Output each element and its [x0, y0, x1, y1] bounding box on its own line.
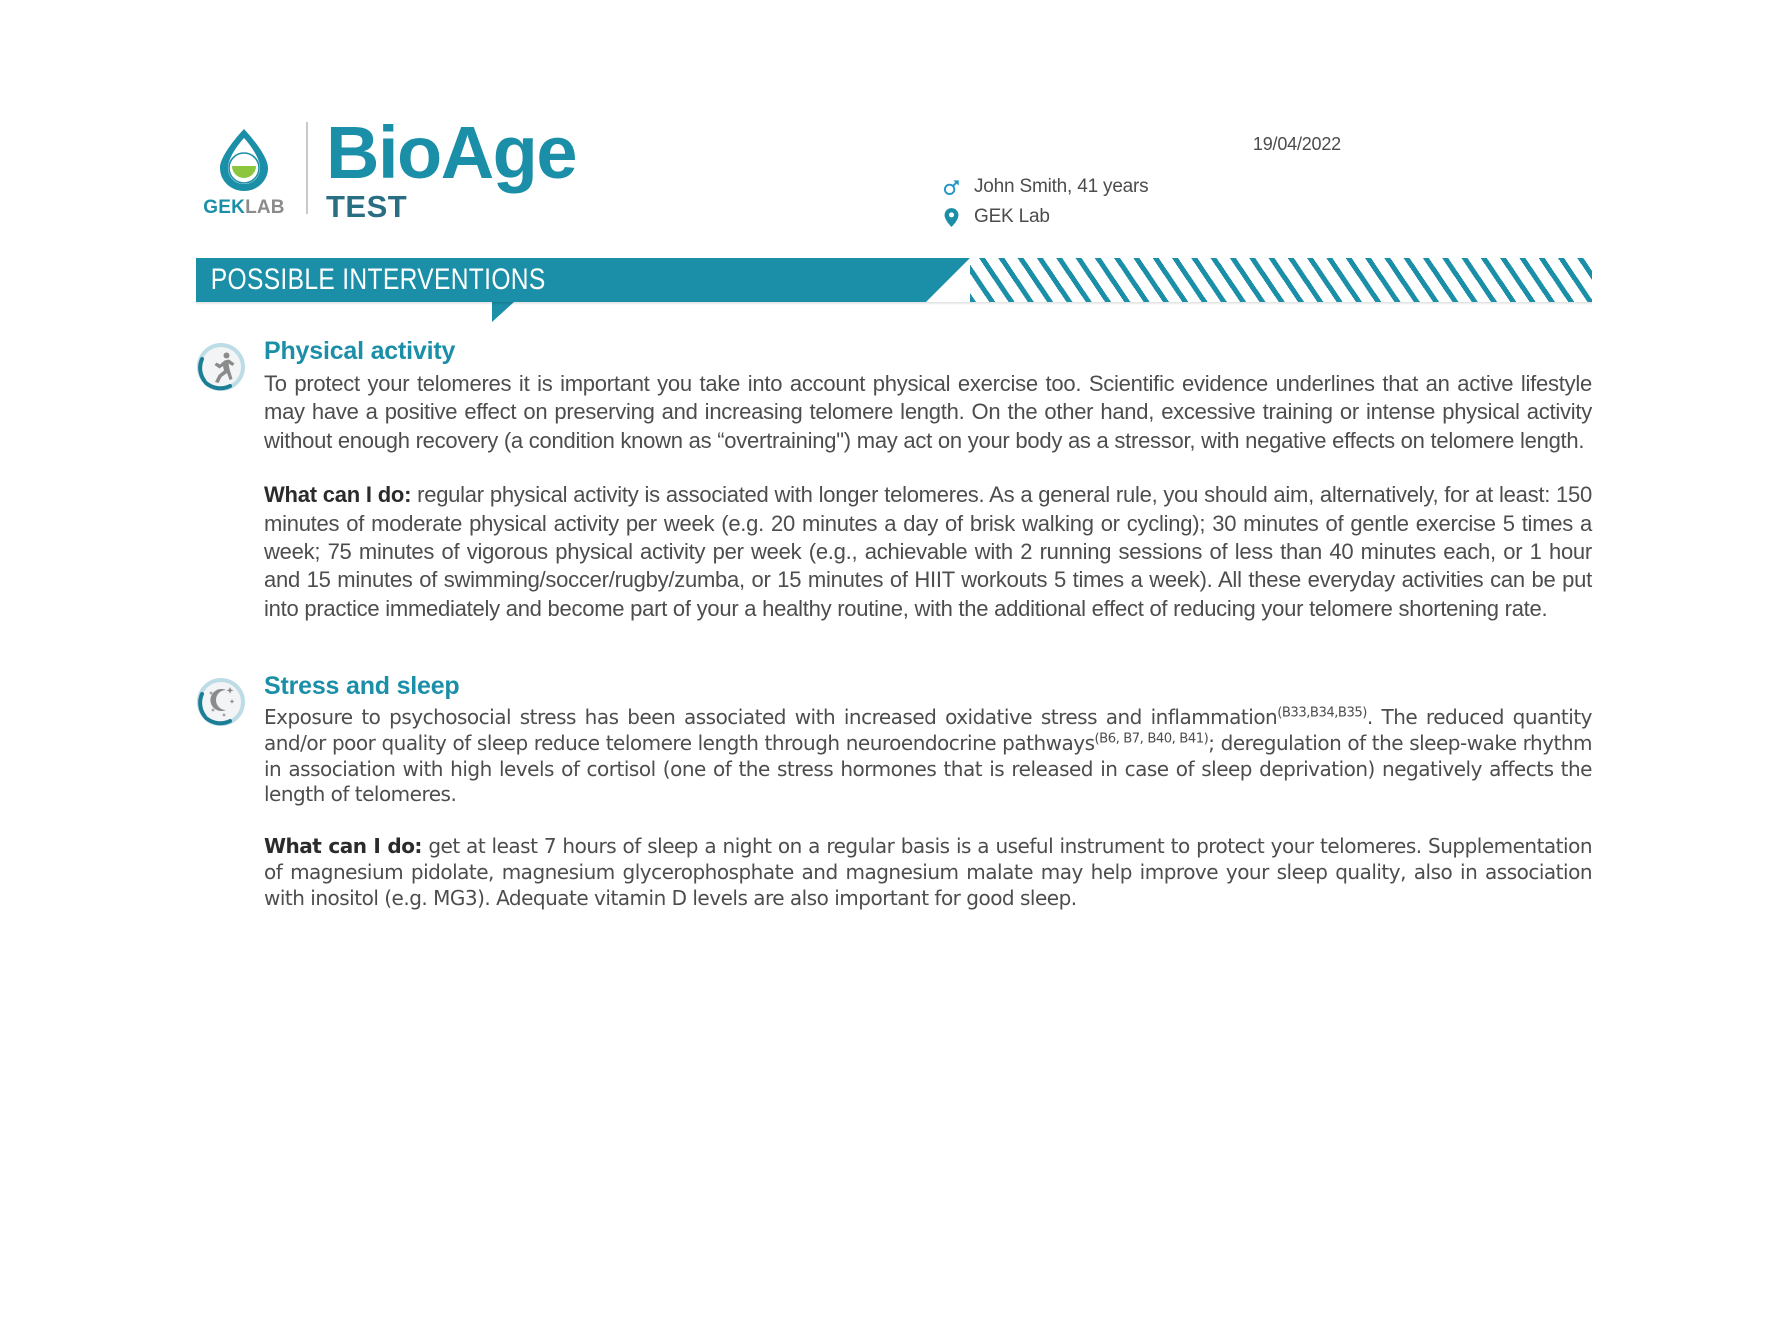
- logo-divider: [306, 122, 308, 214]
- paragraph-what-can-i-do: [264, 481, 1592, 623]
- paragraph-lead: What can I do:: [264, 482, 412, 508]
- section-stress-and-sleep: [196, 671, 1592, 912]
- geklab-logo-mark: [196, 118, 292, 217]
- paragraph-lead: What can I do:: [264, 834, 422, 859]
- map-pin-icon: [938, 208, 964, 227]
- banner-arrow-shape: [926, 258, 970, 302]
- geklab-primary: GEK: [203, 197, 246, 218]
- droplet-logo-icon: [208, 124, 280, 196]
- section-banner: [196, 258, 1592, 310]
- geklab-wordmark: [203, 198, 284, 217]
- bioage-wordmark: [326, 111, 576, 225]
- brand-name: BioAge: [326, 111, 576, 194]
- brand-subtitle: TEST: [326, 189, 408, 225]
- moon-stars-icon: [196, 677, 246, 727]
- geklab-secondary: LAB: [245, 197, 285, 218]
- paragraph-text-part-1: Exposure to psychosocial stress has been associated with increased oxidative stress and inflammation: [264, 705, 1278, 729]
- paragraph-intro: [264, 705, 1592, 808]
- banner-notch-shape: [492, 302, 514, 322]
- patient-location: GEK Lab: [974, 206, 1050, 227]
- section-title: Physical activity: [264, 337, 456, 365]
- section-banner-title: POSSIBLE INTERVENTIONS: [210, 263, 546, 296]
- interventions-content: [196, 336, 1592, 912]
- section-title: Stress and sleep: [264, 672, 460, 700]
- brand-logo: [196, 111, 576, 225]
- reference-marker-2: (B6, B7, B40, B41): [1094, 731, 1209, 747]
- section-body: [264, 671, 1592, 912]
- male-symbol-icon: [938, 179, 964, 196]
- section-physical-activity: [196, 336, 1592, 623]
- paragraph-text: get at least 7 hours of sleep a night on a regular basis is a useful instrument to protect your telomeres. Supplementation of magnesium pidolate, magnesium glycerophosphate and magnesium malate may help improve your sleep quality, also in association with inositol (e.g. MG3). Adequate vitamin D levels are also important for good sleep.: [264, 834, 1592, 910]
- paragraph-intro: To protect your telomeres it is important you take into account physical exercise too. Scientific evidence underlines that an active lifestyle may have a positive effect on preserving and increasing telomere length. On the other hand, excessive training or intense physical activity without enough recovery (a condition known as “overtraining") may act on your body as a stressor, with negative effects on telomere length.: [264, 371, 1592, 453]
- banner-drop-shadow: [196, 302, 1592, 305]
- patient-name-row: [938, 172, 1148, 202]
- paragraph-what-can-i-do: [264, 834, 1592, 911]
- paragraph-text: regular physical activity is associated with longer telomeres. As a general rule, you should aim, alternatively, for at least: 150 minutes of moderate physical activity per week (e.g. 20 minutes a day of brisk walking or cycling); 30 minutes of gentle exercise 5 times a week; 75 minutes of vigorous physical activity per week (e.g., achievable with 2 running sessions of less than 40 minutes each, or 1 hour and 15 minutes of swimming/soccer/rugby/zumba, or 15 minutes of HIIT workouts 5 times a week). All these everyday activities can be put into practice immediately and become part of your a healthy routine, with the additional effect of reducing your telomere shortening rate.: [264, 482, 1592, 621]
- running-person-icon: [196, 342, 246, 392]
- banner-stripe-pattern: [970, 258, 1592, 302]
- patient-info: [938, 172, 1148, 232]
- reference-marker-1: (B33,B34,B35): [1277, 705, 1367, 721]
- report-header: [0, 0, 1771, 240]
- section-banner-bar: [196, 258, 926, 302]
- patient-name-age: John Smith, 41 years: [974, 176, 1149, 197]
- paragraph-text-part-3: ; deregulation of the sleep-wake rhythm in association with high levels of cortisol (one of the stress hormones that is released in case of sleep deprivation) negatively affects the length of telomeres.: [264, 730, 1592, 807]
- report-date: 19/04/2022: [1252, 134, 1341, 154]
- patient-location-row: [938, 202, 1148, 232]
- section-body: [264, 336, 1592, 623]
- paragraph-text-part-2: . The reduced quantity and/or poor quality of sleep reduce telomere length through neuroendocrine pathways: [264, 705, 1592, 755]
